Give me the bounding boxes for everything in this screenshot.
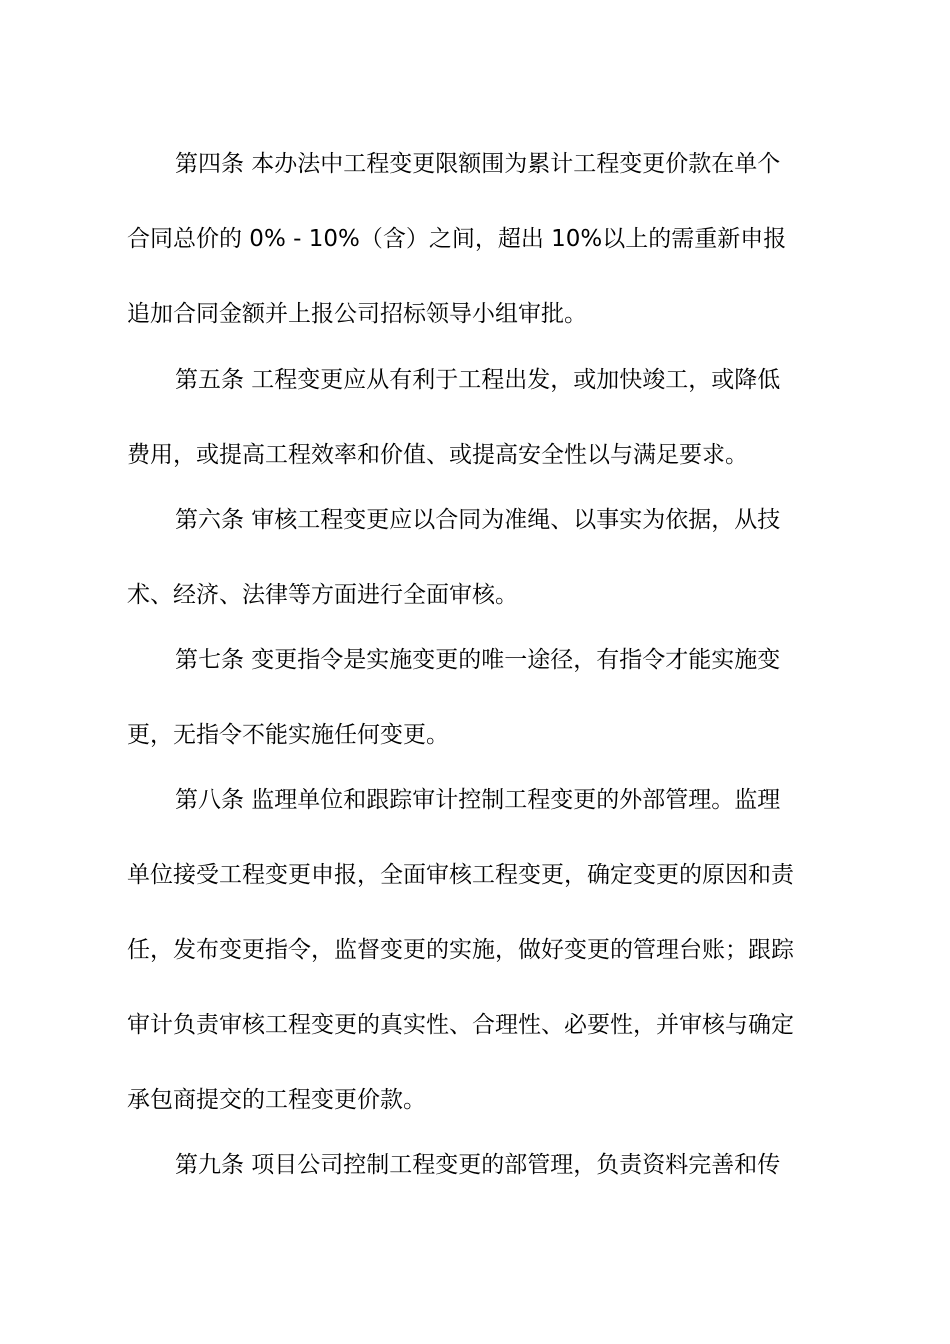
- article-4-line-3: 追加合同金额并上报公司招标领导小组审批。: [127, 301, 587, 327]
- article-5-line-1: 第五条 工程变更应从有利于工程出发，或加快竣工，或降低: [175, 367, 781, 393]
- article-8-line-5: 承包商提交的工程变更价款。: [127, 1087, 426, 1113]
- article-8-line-3: 任，发布变更指令，监督变更的实施，做好变更的管理台账；跟踪: [127, 937, 794, 963]
- article-4-line-2: 合同总价的 0% - 10%（含）之间，超出 10%以上的需重新申报: [127, 226, 787, 252]
- article-8-line-1: 第八条 监理单位和跟踪审计控制工程变更的外部管理。监理: [175, 787, 781, 813]
- article-9-line-1: 第九条 项目公司控制工程变更的部管理，负责资料完善和传: [175, 1152, 781, 1178]
- article-7-line-1: 第七条 变更指令是实施变更的唯一途径，有指令才能实施变: [175, 647, 781, 673]
- article-8-line-2: 单位接受工程变更申报，全面审核工程变更，确定变更的原因和责: [127, 862, 794, 888]
- article-6-line-1: 第六条 审核工程变更应以合同为准绳、以事实为依据，从技: [175, 507, 781, 533]
- article-8-line-4: 审计负责审核工程变更的真实性、合理性、必要性，并审核与确定: [127, 1012, 794, 1038]
- article-6-line-2: 术、经济、法律等方面进行全面审核。: [127, 582, 518, 608]
- article-7-line-2: 更，无指令不能实施任何变更。: [127, 722, 449, 748]
- article-4-line-1: 第四条 本办法中工程变更限额围为累计工程变更价款在单个: [175, 151, 781, 177]
- article-5-line-2: 费用，或提高工程效率和价值、或提高安全性以与满足要求。: [127, 442, 748, 468]
